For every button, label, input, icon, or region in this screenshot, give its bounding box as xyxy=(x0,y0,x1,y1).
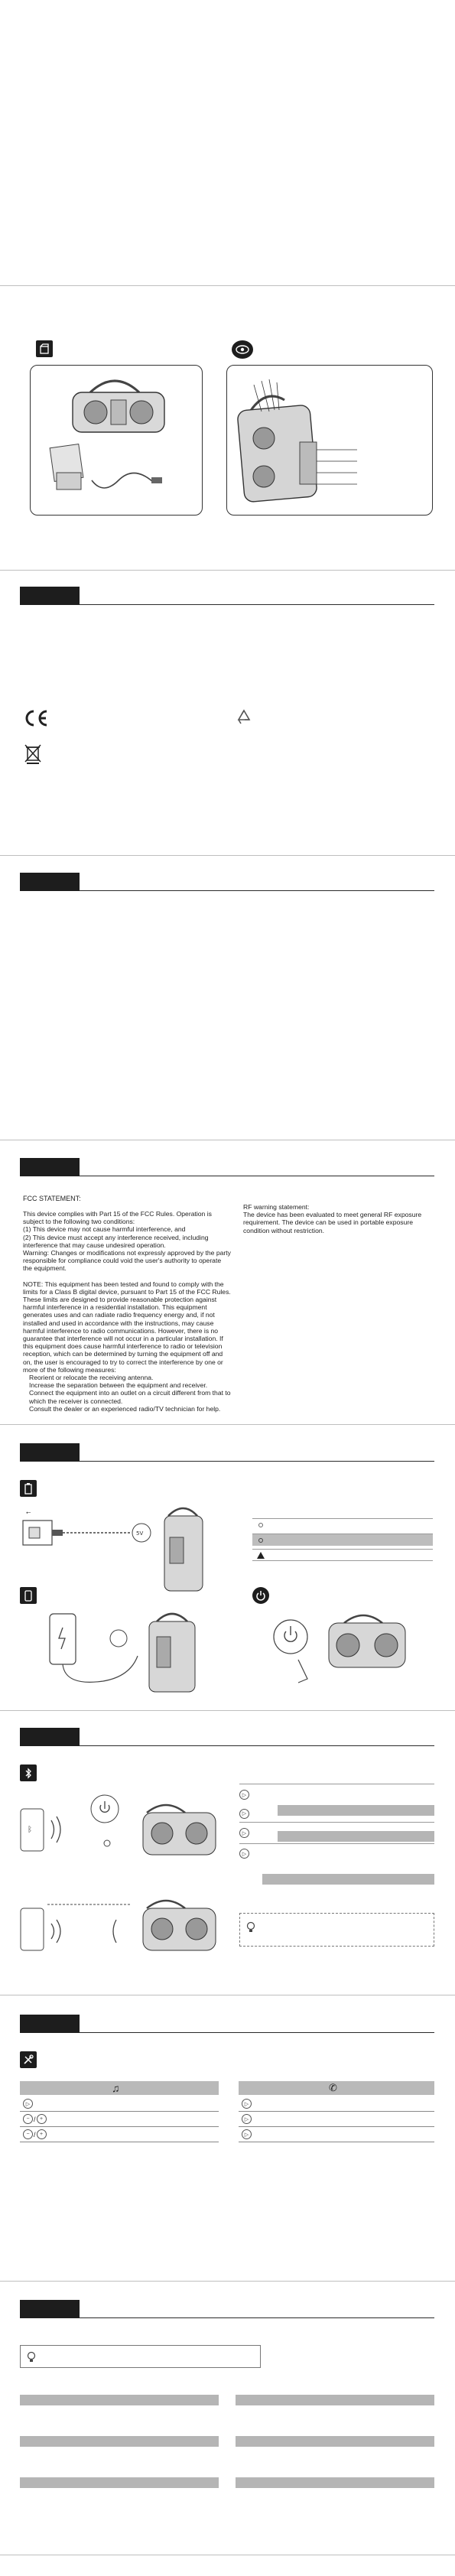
minus-icon: − xyxy=(23,2129,33,2139)
battery-icon xyxy=(20,1480,37,1497)
fcc-paragraph: (2) This device must accept any interference received, including interference that may cause undesired operation. xyxy=(23,1233,209,1249)
play-icon: ▷ xyxy=(239,1790,249,1800)
fcc-paragraph: (1) This device may not cause harmful interference, and xyxy=(23,1225,186,1234)
rf-text: The device has been evaluated to meet general RF exposure requirement. The device can be used in portable exposure condition without restriction. xyxy=(243,1211,422,1234)
warning-icon xyxy=(255,1550,266,1560)
section-rule xyxy=(80,2317,434,2318)
page-separator xyxy=(0,570,455,571)
indicator-row xyxy=(252,1549,433,1561)
fcc-paragraph: This device complies with Part 15 of the FCC Rules. Operation is subject to the following two conditions: xyxy=(23,1210,212,1226)
package-contents-panel xyxy=(30,365,203,516)
call-row xyxy=(239,2096,434,2112)
box-icon xyxy=(36,340,53,357)
section-tab xyxy=(20,1728,80,1746)
indicator-row xyxy=(252,1518,433,1530)
charging-diagram xyxy=(15,1499,210,1599)
speaker-callout-illustration xyxy=(227,366,434,516)
play-icon: ▷ xyxy=(239,1809,249,1819)
fcc-note: NOTE: This equipment has been tested and found to comply with the limits for a Class B digital device, pursuant to Part 15 of the FCC Rules. These limits are designed to provide reasonable protection against harmful interference in a residential installation. This equipment generates uses and can radiate radio frequency energy and, if not installed and used in accordance with the instructions, may cause harmful interference to radio communications. However, there is no guarantee that interference will not occur in a particular installation. If this equipment does cause harmful interference to radio or television reception, which can be determined by turning the equipment off and on, the user is encouraged to try to correct the interference by one or more of the following measures: xyxy=(23,1280,231,1374)
speaker-illustration xyxy=(31,366,203,516)
section-tab xyxy=(20,2015,80,2033)
play-icon: ▷ xyxy=(242,2099,252,2109)
fcc-measure: Reorient or relocate the receiving antenna. xyxy=(29,1374,154,1382)
tools-icon xyxy=(20,2051,37,2068)
music-table-header xyxy=(20,2081,219,2095)
svg-text:5V: 5V xyxy=(136,1530,144,1537)
play-icon: ▷ xyxy=(242,2114,252,2124)
indicator-list xyxy=(252,1518,433,1555)
ce-mark xyxy=(23,710,49,727)
page-separator xyxy=(0,855,455,856)
plus-icon: + xyxy=(37,2114,47,2124)
music-row xyxy=(20,2096,219,2112)
eye-icon xyxy=(232,340,253,359)
trouble-bar xyxy=(236,2436,434,2447)
page-separator xyxy=(0,285,455,286)
trouble-bar xyxy=(236,2395,434,2405)
trouble-bar xyxy=(236,2477,434,2488)
play-icon: ▷ xyxy=(242,2129,252,2139)
call-table-header xyxy=(239,2081,434,2095)
svg-text:⭠: ⭠ xyxy=(26,1509,31,1516)
music-note-icon: ♫ xyxy=(112,2082,120,2094)
fcc-measure: Connect the equipment into an outlet on a circuit different from that to which the receiver is connected. xyxy=(29,1389,231,1405)
svg-text:ᛒ: ᛒ xyxy=(28,1826,32,1834)
phone-charge-diagram xyxy=(42,1606,218,1698)
section-rule xyxy=(80,1461,434,1462)
plus-icon: + xyxy=(37,2129,47,2139)
play-pause-icon: ▷ xyxy=(23,2099,33,2109)
music-row xyxy=(20,2127,219,2142)
music-row xyxy=(20,2112,219,2127)
weee-bin-icon xyxy=(24,743,41,765)
page-separator xyxy=(0,2281,455,2282)
section-tab xyxy=(20,1158,80,1176)
pairing-diagram-2 xyxy=(17,1889,223,1966)
pairing-steps xyxy=(239,1784,434,1863)
phone-charging-icon xyxy=(20,1587,37,1604)
call-row xyxy=(239,2112,434,2127)
trouble-bar xyxy=(20,2477,219,2488)
light-bulb-icon xyxy=(246,1921,255,1937)
section-rule xyxy=(80,2032,434,2033)
fcc-measure: Increase the separation between the equipment and receiver. xyxy=(29,1381,208,1390)
section-rule xyxy=(80,1745,434,1746)
step-row xyxy=(239,1784,434,1805)
tip-box xyxy=(239,1913,434,1947)
step-bar xyxy=(278,1831,434,1842)
section-tab xyxy=(20,1443,80,1462)
section-tab xyxy=(20,2300,80,2318)
page-separator xyxy=(0,1710,455,1711)
rf-title: RF warning statement: xyxy=(243,1203,310,1211)
step-row xyxy=(239,1843,434,1863)
power-on-diagram xyxy=(268,1606,432,1694)
trouble-bar xyxy=(20,2436,219,2447)
step-bar xyxy=(262,1874,434,1885)
separator-slash: / xyxy=(34,2130,36,2139)
led-icon xyxy=(255,1520,266,1530)
led-icon xyxy=(255,1535,266,1546)
section-tab xyxy=(20,873,80,891)
page-separator xyxy=(0,1424,455,1425)
power-icon xyxy=(252,1587,269,1604)
phone-call-icon: ✆ xyxy=(329,2082,337,2093)
minus-icon: − xyxy=(23,2114,33,2124)
section-tab xyxy=(20,587,80,605)
play-icon: ▷ xyxy=(239,1828,249,1838)
section-rule xyxy=(80,604,434,605)
call-row xyxy=(239,2127,434,2142)
fcc-paragraph: Warning: Changes or modifications not expressly approved by the party responsible for compliance could void the user's authority to operate the equipment. xyxy=(23,1249,231,1273)
fcc-measure: Consult the dealer or an experienced radio/TV technician for help. xyxy=(29,1404,221,1413)
product-overview-panel xyxy=(226,365,433,516)
rf-column xyxy=(243,1203,434,1234)
indicator-row xyxy=(252,1534,433,1546)
section-rule xyxy=(80,890,434,891)
recycle-icon xyxy=(234,708,254,728)
trouble-bar xyxy=(20,2395,219,2405)
fcc-title: FCC STATEMENT: xyxy=(23,1195,81,1202)
step-row xyxy=(239,1805,434,1822)
fcc-left-column xyxy=(23,1210,231,1413)
play-icon: ▷ xyxy=(239,1849,249,1859)
pairing-diagram-1 xyxy=(17,1782,223,1889)
bluetooth-icon xyxy=(20,1764,37,1781)
tip-box xyxy=(20,2345,261,2368)
light-bulb-icon xyxy=(27,2351,36,2367)
separator-slash: / xyxy=(34,2115,36,2123)
